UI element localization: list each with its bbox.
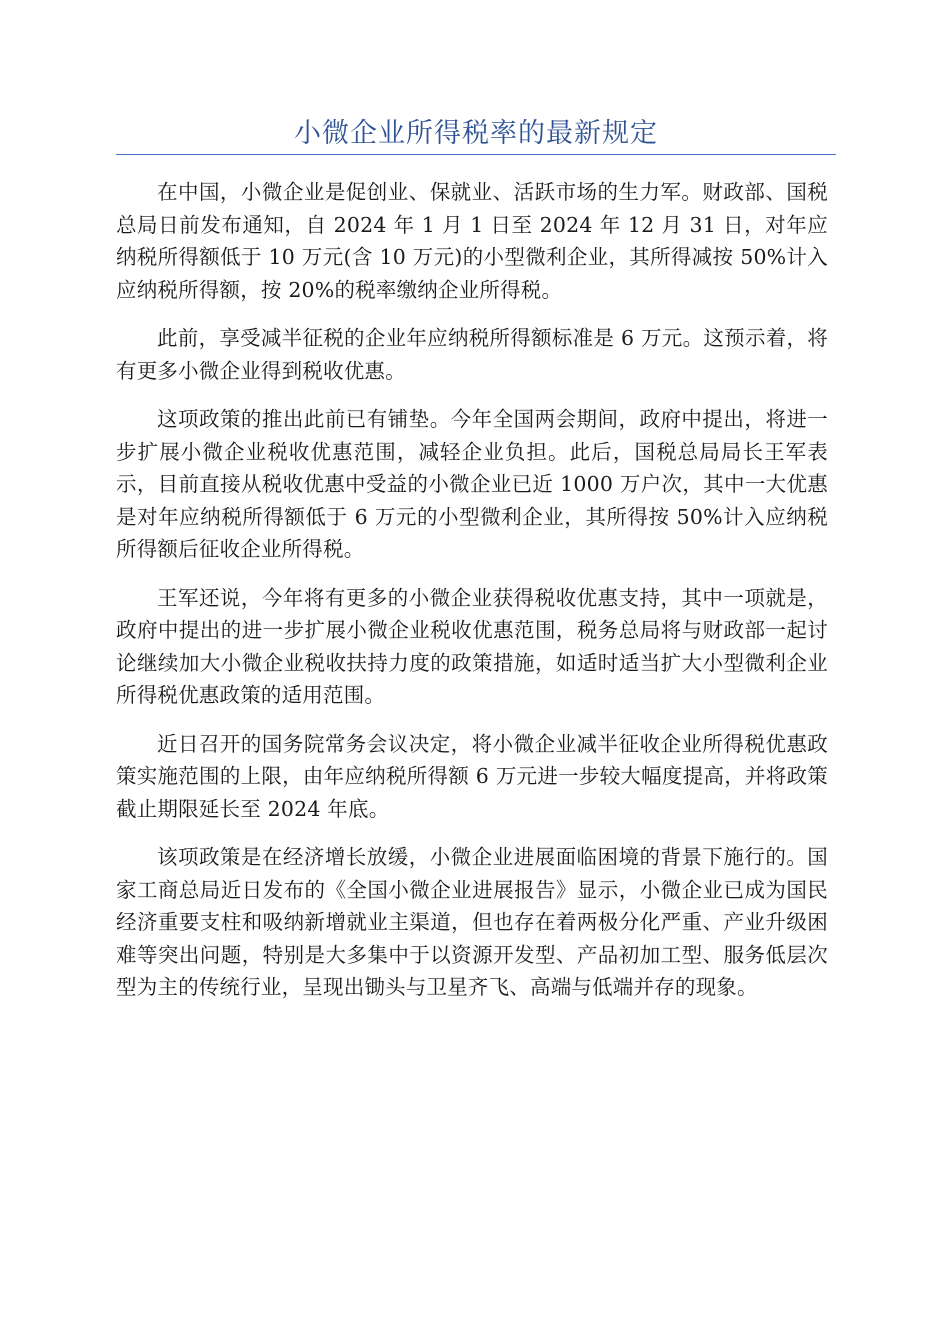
title-underline xyxy=(116,154,836,155)
paragraph: 在中国，小微企业是促创业、保就业、活跃市场的生力军。财政部、国税总局日前发布通知，自 2024 年 1 月 1 日至 2024 年 12 月 31 日，对年应纳税所得额低于 10 万元(含 10 万元)的小型微利企业，其所得减按 50%计入应纳税所得额，按 20%的税率缴纳企业所得税。 xyxy=(116,180,828,302)
paragraph: 王军还说，今年将有更多的小微企业获得税收优惠支持，其中一项就是，政府中提出的进一步扩展小微企业税收优惠范围，税务总局将与财政部一起讨论继续加大小微企业税收扶持力度的政策措施，如适时适当扩大小型微利企业所得税优惠政策的适用范围。 xyxy=(116,585,828,707)
paragraph: 近日召开的国务院常务会议决定，将小微企业减半征收企业所得税优惠政策实施范围的上限，由年应纳税所得额 6 万元进一步较大幅度提高，并将政策截止期限延长至 2024 年底。 xyxy=(116,731,828,821)
paragraph: 该项政策是在经济增长放缓，小微企业进展面临困境的背景下施行的。国家工商总局近日发布的《全国小微企业进展报告》显示，小微企业已成为国民经济重要支柱和吸纳新增就业主渠道，但也存在着两极分化严重、产业升级困难等突出问题，特别是大多集中于以资源开发型、产品初加工型、服务低层次型为主的传统行业，呈现出锄头与卫星齐飞、高端与低端并存的现象。 xyxy=(116,845,828,999)
paragraph: 这项政策的推出此前已有铺垫。今年全国两会期间，政府中提出，将进一步扩展小微企业税收优惠范围，减轻企业负担。此后，国税总局局长王军表示，目前直接从税收优惠中受益的小微企业已近 1000 万户次，其中一大优惠是对年应纳税所得额低于 6 万元的小型微利企业，其所得按 50%计入应纳税所得额后征收企业所得税。 xyxy=(116,407,828,561)
document-title: 小微企业所得税率的最新规定 xyxy=(294,118,658,149)
document-body xyxy=(116,176,828,1020)
paragraph: 此前，享受减半征税的企业年应纳税所得额标准是 6 万元。这预示着，将有更多小微企业得到税收优惠。 xyxy=(116,326,828,383)
